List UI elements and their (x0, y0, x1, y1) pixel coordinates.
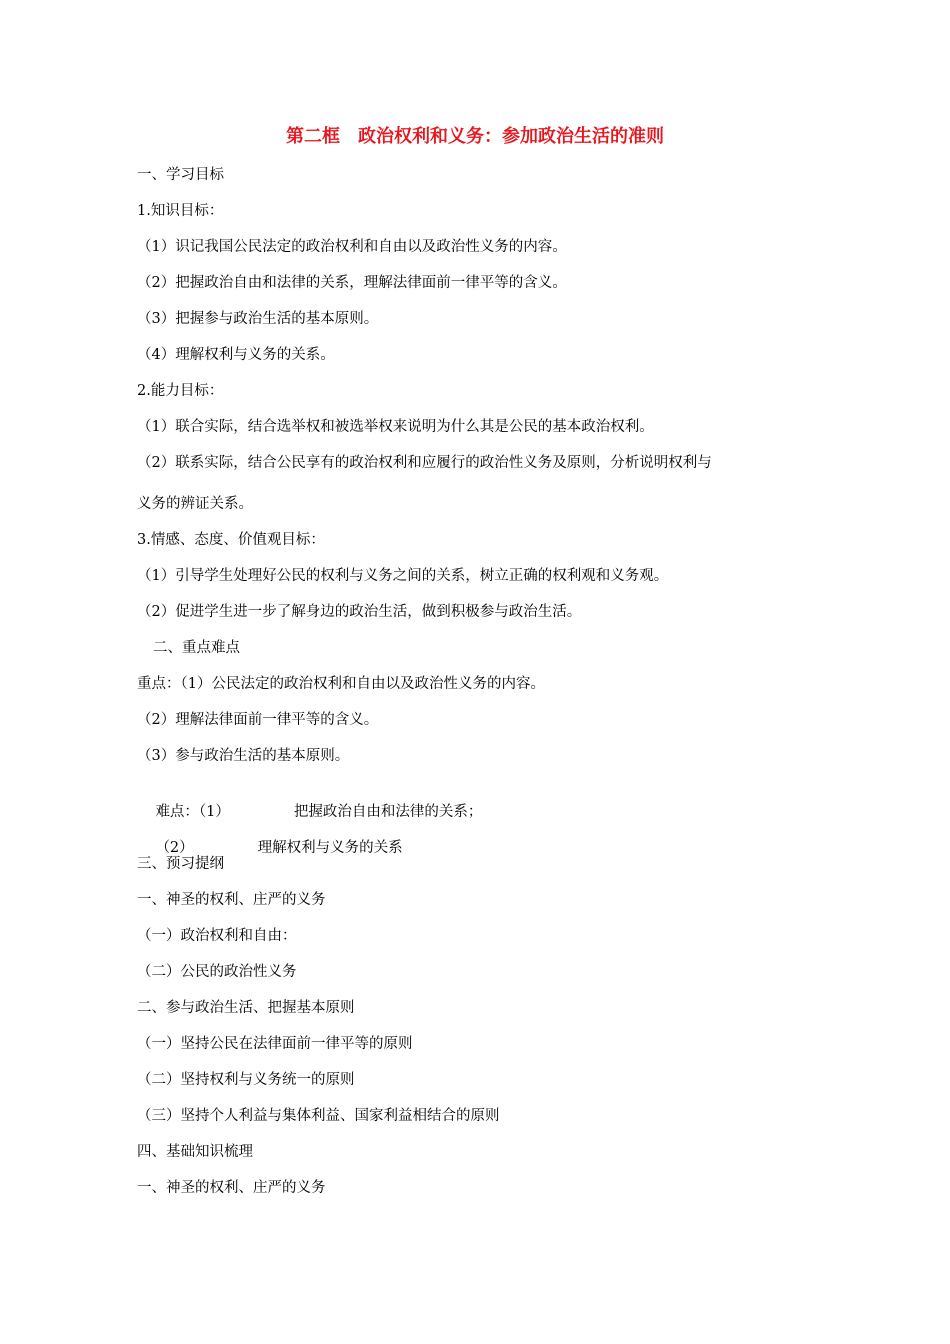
ability-item-2-cont: 义务的辨证关系。 (137, 496, 253, 512)
section-heading-key-points: 二、重点难点 (153, 640, 240, 656)
outline-item-2-2: （二）坚持权利与义务统一的原则 (137, 1072, 355, 1088)
outline-heading-1: 一、神圣的权利、庄严的义务 (137, 892, 326, 908)
section-heading-outline: 三、预习提纲 (137, 856, 224, 872)
knowledge-item-1: （1）识记我国公民法定的政治权利和自由以及政治性义务的内容。 (137, 239, 567, 255)
outline-item-1-1: （一）政治权利和自由： (137, 928, 297, 944)
outline-heading-2: 二、参与政治生活、把握基本原则 (137, 1000, 355, 1016)
difficulty-item-2: 理解权利与义务的关系 (257, 840, 403, 856)
difficulty-num-2: （2） (155, 840, 194, 856)
section-heading-objectives: 一、学习目标 (137, 167, 224, 183)
ability-item-2: （2）联系实际，结合公民享有的政治权利和应履行的政治性义务及原则，分析说明权利与 (137, 455, 712, 471)
outline-item-2-1: （一）坚持公民在法律面前一律平等的原则 (137, 1036, 413, 1052)
outline-item-2-3: （三）坚持个人利益与集体利益、国家利益相结合的原则 (137, 1108, 500, 1124)
key-point-2: （2）理解法律面前一律平等的含义。 (137, 712, 379, 728)
document-title: 第二框 政治权利和义务：参加政治生活的准则 (286, 126, 664, 147)
difficulty-item-1: 把握政治自由和法律的关系； (293, 804, 483, 820)
subheading-emotion: 3.情感、态度、价值观目标： (137, 532, 325, 548)
subheading-ability: 2.能力目标： (137, 383, 224, 399)
basics-heading-1: 一、神圣的权利、庄严的义务 (137, 1180, 326, 1196)
emotion-item-1: （1）引导学生处理好公民的权利与义务之间的关系，树立正确的权利观和义务观。 (137, 568, 669, 584)
subheading-knowledge: 1.知识目标： (137, 203, 224, 219)
outline-item-1-2: （二）公民的政治性义务 (137, 964, 297, 980)
knowledge-item-2: （2）把握政治自由和法律的关系，理解法律面前一律平等的含义。 (137, 275, 567, 291)
knowledge-item-3: （3）把握参与政治生活的基本原则。 (137, 311, 379, 327)
emotion-item-2: （2）促进学生进一步了解身边的政治生活，做到积极参与政治生活。 (137, 604, 582, 620)
ability-item-1: （1）联合实际，结合选举权和被选举权来说明为什么其是公民的基本政治权利。 (137, 419, 654, 435)
section-heading-basics: 四、基础知识梳理 (137, 1144, 253, 1160)
key-point-3: （3）参与政治生活的基本原则。 (137, 748, 350, 764)
key-point-1: 重点：（1）公民法定的政治权利和自由以及政治性义务的内容。 (137, 676, 545, 692)
difficulty-label: 难点：（1） (155, 804, 230, 820)
knowledge-item-4: （4）理解权利与义务的关系。 (137, 347, 335, 363)
